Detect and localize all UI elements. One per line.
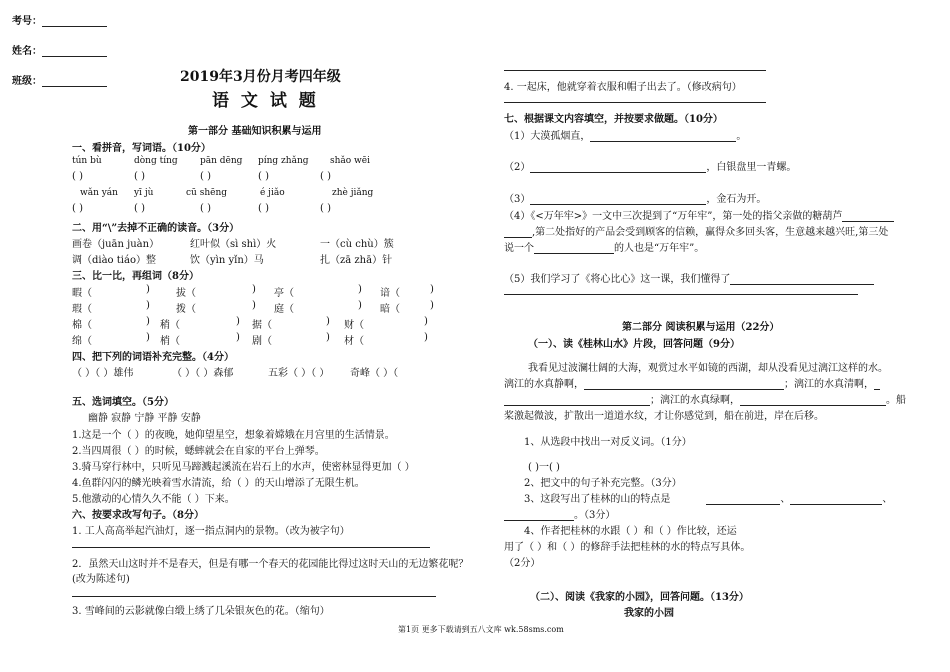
- rewrite-q2: 2．虽然天山这时并不是春天，但是有哪一个春天的花园能比得过这时天山的无边繁花呢？: [72, 559, 469, 570]
- fill-q3[interactable]: 3.骑马穿行林中，只听见马蹄溅起溪流在岩石上的水声，使密林显得更加（ ）: [72, 462, 415, 473]
- banji-blank[interactable]: [42, 86, 107, 87]
- passage1-line4: 桨激起微波，扩散出一道道水纹，才让你感觉到，船在前进，岸在后移。: [504, 411, 824, 422]
- section4-title: 四、把下列的词语补充完整。（4分）: [72, 352, 234, 363]
- exam-title: 2019年3月份月考四年级: [180, 69, 341, 85]
- reading-q4-score: （2分）: [504, 558, 541, 569]
- passage1-line2[interactable]: 漓江的水真静啊， ；漓江的水真清啊，: [504, 375, 880, 390]
- fill-q5[interactable]: 5.他激动的心情久久不能（ ）下来。: [72, 494, 235, 505]
- side-label-kaohao: 考号：: [12, 12, 107, 27]
- page-footer: 第1页 更多下载请到五八文库 wk.58sms.com: [398, 625, 564, 634]
- reading-q1-answer[interactable]: ( )一( ): [528, 462, 560, 473]
- reading2-title: （二）、阅读《我家的小园》，回答问题。（13分）: [530, 592, 749, 603]
- section3-title: 三、比一比，再组词（8分）: [72, 271, 199, 282]
- recite-q5-answer-line[interactable]: [504, 294, 858, 295]
- section5-title: 五、选词填空。（5分）: [72, 397, 174, 408]
- reading2-passage-title: 我家的小园: [624, 608, 674, 619]
- word-choices: 幽静 寂静 宁静 平静 安静: [88, 413, 201, 424]
- reading1-title: （一）、读《桂林山水》片段，回答问题（9分）: [528, 339, 740, 350]
- rewrite-q3: 3. 雪峰间的云影就像白缎上绣了几朵银灰色的花。（缩句）: [72, 606, 330, 617]
- rewrite-q2-hint: (改为陈述句): [72, 574, 130, 585]
- recite-q2[interactable]: （2） ，白银盘里一青螺。: [504, 162, 797, 173]
- recite-q3[interactable]: （3） ，金石为开。: [504, 194, 767, 205]
- recite-q4-line1[interactable]: （4）《<万年牢>》一文中三次提到了“万年牢”，第一处的指父亲做的糖葫芦: [504, 207, 894, 222]
- recite-q1[interactable]: （1）大漠孤烟直， 。: [504, 131, 747, 142]
- section7-title: 七、根据课文内容填空，并按要求做题。（10分）: [504, 114, 723, 125]
- recite-q4-line3[interactable]: 说一个 的人也是“万年牢”。: [504, 243, 705, 254]
- kaohao-blank[interactable]: [42, 26, 107, 27]
- reading-q3-line2[interactable]: 。（3分）: [504, 506, 615, 521]
- section6-title: 六、按要求改写句子。（8分）: [72, 510, 204, 521]
- recite-q4-line2[interactable]: ,第二处指好的产品会受到顾客的信赖，赢得众多回头客，生意越来越兴旺,第三处: [504, 223, 888, 238]
- xingming-blank[interactable]: [42, 56, 107, 57]
- fill-q2[interactable]: 2.当四周很（ ）的时候，蟋蟀就会在自家的平台上弹琴。: [72, 446, 325, 457]
- recite-q5[interactable]: （5）我们学习了《将心比心》这一课，我们懂得了: [504, 270, 874, 285]
- part1-title: 第一部分 基础知识积累与运用: [188, 126, 322, 137]
- section1-title: 一、看拼音，写词语。（10分）: [72, 143, 211, 154]
- rewrite-q1-answer-line[interactable]: [72, 547, 430, 548]
- rewrite-q1: 1. 工人高高举起汽油灯，逐一指点洞内的景物。（改为被字句）: [72, 526, 350, 537]
- reading-q1: 1、从选段中找出一对反义词。（1分）: [524, 437, 692, 448]
- passage1-line3[interactable]: ；漓江的水真绿啊， 。船: [504, 391, 906, 406]
- rewrite-q4: 4. 一起床，他就穿着衣服和帽子出去了。（修改病句）: [504, 82, 742, 93]
- reading-q4-line1[interactable]: 4、作者把桂林的水跟（ ）和（ ）作比较，还运: [524, 526, 737, 537]
- section2-title: 二、用“\”去掉不正确的读音。（3分）: [72, 223, 240, 234]
- part2-title: 第二部分 阅读积累与运用（22分）: [622, 322, 780, 333]
- side-label-banji: 班级：: [12, 72, 107, 87]
- reading-q4-line2[interactable]: 用了（ ）和（ ）的修辞手法把桂林的水的特点写具体。: [504, 542, 751, 553]
- fill-q4[interactable]: 4.鱼群闪闪的鳞光映着雪水清流，给（ ）的天山增添了无限生机。: [72, 478, 365, 489]
- passage1-line1: 我看见过波澜壮阔的大海，观赏过水平如镜的西湖，却从没看见过漓江这样的水。: [528, 363, 888, 374]
- fill-q1[interactable]: 1.这是一个（ ）的夜晚，她仰望星空，想象着嫦娥在月宫里的生活情景。: [72, 430, 395, 441]
- side-label-xingming: 姓名：: [12, 42, 107, 57]
- rewrite-q4-answer-line[interactable]: [504, 102, 766, 103]
- reading-q3[interactable]: 3、这段写出了桂林的山的特点是 、 、: [524, 494, 893, 505]
- rewrite-q3-answer-line[interactable]: [504, 70, 766, 71]
- reading-q2: 2、把文中的句子补充完整。（3分）: [524, 478, 682, 489]
- exam-subtitle: 语 文 试 题: [212, 91, 319, 111]
- rewrite-q2-answer-line[interactable]: [72, 596, 436, 597]
